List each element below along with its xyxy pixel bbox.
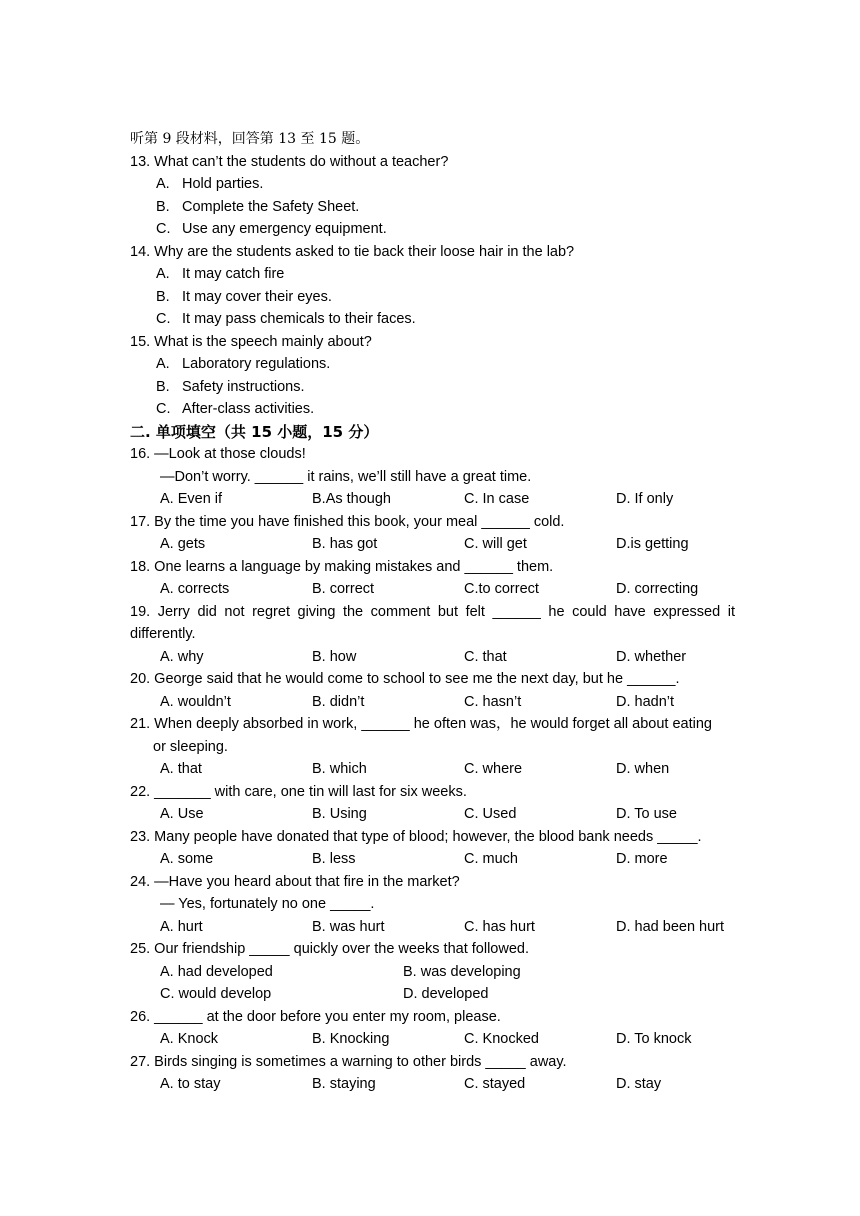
option-a: A. Knock bbox=[160, 1031, 219, 1047]
question-19-options bbox=[130, 646, 735, 669]
option-b: B. less bbox=[312, 851, 356, 867]
option-c: C. hasn’t bbox=[464, 693, 522, 710]
option-b: B. has got bbox=[312, 536, 378, 552]
option-a: A. wouldn’t bbox=[160, 693, 231, 710]
question-17-options bbox=[130, 533, 735, 556]
option-a: A. some bbox=[160, 851, 214, 867]
question-13-option-a: A. Hold parties. bbox=[156, 176, 264, 192]
question-25-stem: 25. Our friendship _____ quickly over the weeks that followed. bbox=[130, 941, 529, 957]
question-25-options-row-2 bbox=[130, 983, 735, 1006]
question-18-options bbox=[130, 578, 735, 601]
question-13-stem: 13. What can’t the students do without a teacher? bbox=[130, 153, 449, 170]
question-19-line-1: 19. Jerry did not regret giving the comment but felt ______ he could have expressed it bbox=[130, 603, 735, 620]
question-26-stem: 26. ______ at the door before you enter my room, please. bbox=[130, 1008, 501, 1025]
option-c: C. In case bbox=[464, 491, 530, 507]
option-a: A. Even if bbox=[160, 491, 223, 507]
option-a: A. why bbox=[160, 648, 204, 665]
question-15-option-a: A. Laboratory regulations. bbox=[156, 356, 331, 372]
question-17-stem: 17. By the time you have finished this book, your meal ______ cold. bbox=[130, 513, 565, 530]
option-a: A. hurt bbox=[160, 918, 203, 935]
option-b: B. Using bbox=[312, 806, 367, 822]
question-21-options bbox=[130, 758, 735, 781]
option-d: D. If only bbox=[616, 491, 674, 507]
option-c: C. would develop bbox=[160, 986, 272, 1002]
question-20-stem: 20. George said that he would come to school to see me the next day, but he ______. bbox=[130, 671, 680, 687]
question-23-stem: 23. Many people have donated that type of blood; however, the blood bank needs _____. bbox=[130, 828, 702, 845]
question-22-options bbox=[130, 803, 735, 826]
option-d: D. To knock bbox=[616, 1031, 692, 1047]
question-24-options bbox=[130, 916, 735, 939]
option-a: A. to stay bbox=[160, 1076, 221, 1092]
question-20-options bbox=[130, 691, 735, 714]
option-d: D. whether bbox=[616, 648, 687, 665]
question-21-line-2: or sleeping. bbox=[153, 738, 228, 755]
option-d: D. hadn’t bbox=[616, 693, 675, 710]
option-a: A. that bbox=[160, 761, 202, 777]
option-a: A. had developed bbox=[160, 963, 273, 980]
option-d: D. To use bbox=[616, 806, 677, 822]
option-d: D. developed bbox=[403, 986, 489, 1002]
option-b: B. correct bbox=[312, 581, 375, 597]
question-23-options bbox=[130, 848, 735, 871]
option-c: C. Knocked bbox=[464, 1031, 539, 1047]
option-d: D. more bbox=[616, 851, 668, 867]
option-c: C.to correct bbox=[464, 581, 539, 597]
question-22-stem: 22. _______ with care, one tin will last for six weeks. bbox=[130, 783, 467, 800]
option-d: D. stay bbox=[616, 1076, 662, 1092]
option-d: D.is getting bbox=[616, 536, 689, 552]
question-25-options-row-1 bbox=[130, 961, 735, 984]
question-15-option-b: B. Safety instructions. bbox=[156, 378, 305, 395]
exam-page bbox=[130, 128, 735, 1096]
option-c: C. will get bbox=[464, 536, 527, 552]
question-27-options bbox=[130, 1073, 735, 1096]
question-14-option-c: C. It may pass chemicals to their faces. bbox=[156, 311, 416, 327]
option-b: B. which bbox=[312, 761, 367, 777]
question-16-line-2: —Don’t worry. ______ it rains, we’ll still have a great time. bbox=[160, 468, 532, 485]
option-b: B. how bbox=[312, 648, 357, 665]
option-c: C. Used bbox=[464, 806, 517, 822]
option-b: B.As though bbox=[312, 491, 391, 507]
option-c: C. much bbox=[464, 851, 518, 867]
option-b: B. Knocking bbox=[312, 1031, 390, 1047]
option-c: C. stayed bbox=[464, 1076, 526, 1092]
question-15-stem: 15. What is the speech mainly about? bbox=[130, 333, 372, 350]
question-24-line-1: 24. —Have you heard about that fire in the market? bbox=[130, 873, 460, 890]
option-b: B. staying bbox=[312, 1076, 376, 1092]
option-a: A. gets bbox=[160, 536, 206, 552]
option-b: B. was developing bbox=[403, 963, 521, 980]
question-15-option-c: C. After-class activities. bbox=[156, 401, 315, 417]
option-c: C. that bbox=[464, 648, 507, 665]
question-13-option-b: B. Complete the Safety Sheet. bbox=[156, 198, 360, 215]
question-26-options bbox=[130, 1028, 735, 1051]
option-c: C. where bbox=[464, 761, 523, 777]
question-19-line-2: differently. bbox=[130, 626, 196, 642]
option-a: A. Use bbox=[160, 806, 204, 822]
question-14-stem: 14. Why are the students asked to tie back their loose hair in the lab? bbox=[130, 243, 575, 260]
option-a: A. corrects bbox=[160, 581, 230, 597]
question-21-line-1: 21. When deeply absorbed in work, ______ he often was，he would forget all about eating bbox=[130, 716, 712, 732]
question-24-line-2: — Yes, fortunately no one _____. bbox=[160, 896, 375, 912]
question-27-stem: 27. Birds singing is sometimes a warning to other birds _____ away. bbox=[130, 1053, 567, 1070]
section-2-title: 二. 单项填空（共 15 小题，15 分） bbox=[130, 422, 379, 441]
listening-heading: 听第 9 段材料，回答第 13 至 15 题。 bbox=[130, 131, 370, 147]
option-d: D. correcting bbox=[616, 581, 699, 597]
question-18-stem: 18. One learns a language by making mistakes and ______ them. bbox=[130, 558, 554, 575]
question-16-options bbox=[130, 488, 735, 511]
option-b: B. didn’t bbox=[312, 693, 365, 710]
question-13-option-c: C. Use any emergency equipment. bbox=[156, 221, 387, 237]
option-d: D. had been hurt bbox=[616, 918, 725, 935]
option-d: D. when bbox=[616, 761, 670, 777]
option-c: C. has hurt bbox=[464, 918, 535, 935]
question-16-line-1: 16. —Look at those clouds! bbox=[130, 446, 306, 462]
question-14-option-b: B. It may cover their eyes. bbox=[156, 288, 332, 305]
question-14-option-a: A. It may catch fire bbox=[156, 266, 285, 282]
option-b: B. was hurt bbox=[312, 918, 385, 935]
